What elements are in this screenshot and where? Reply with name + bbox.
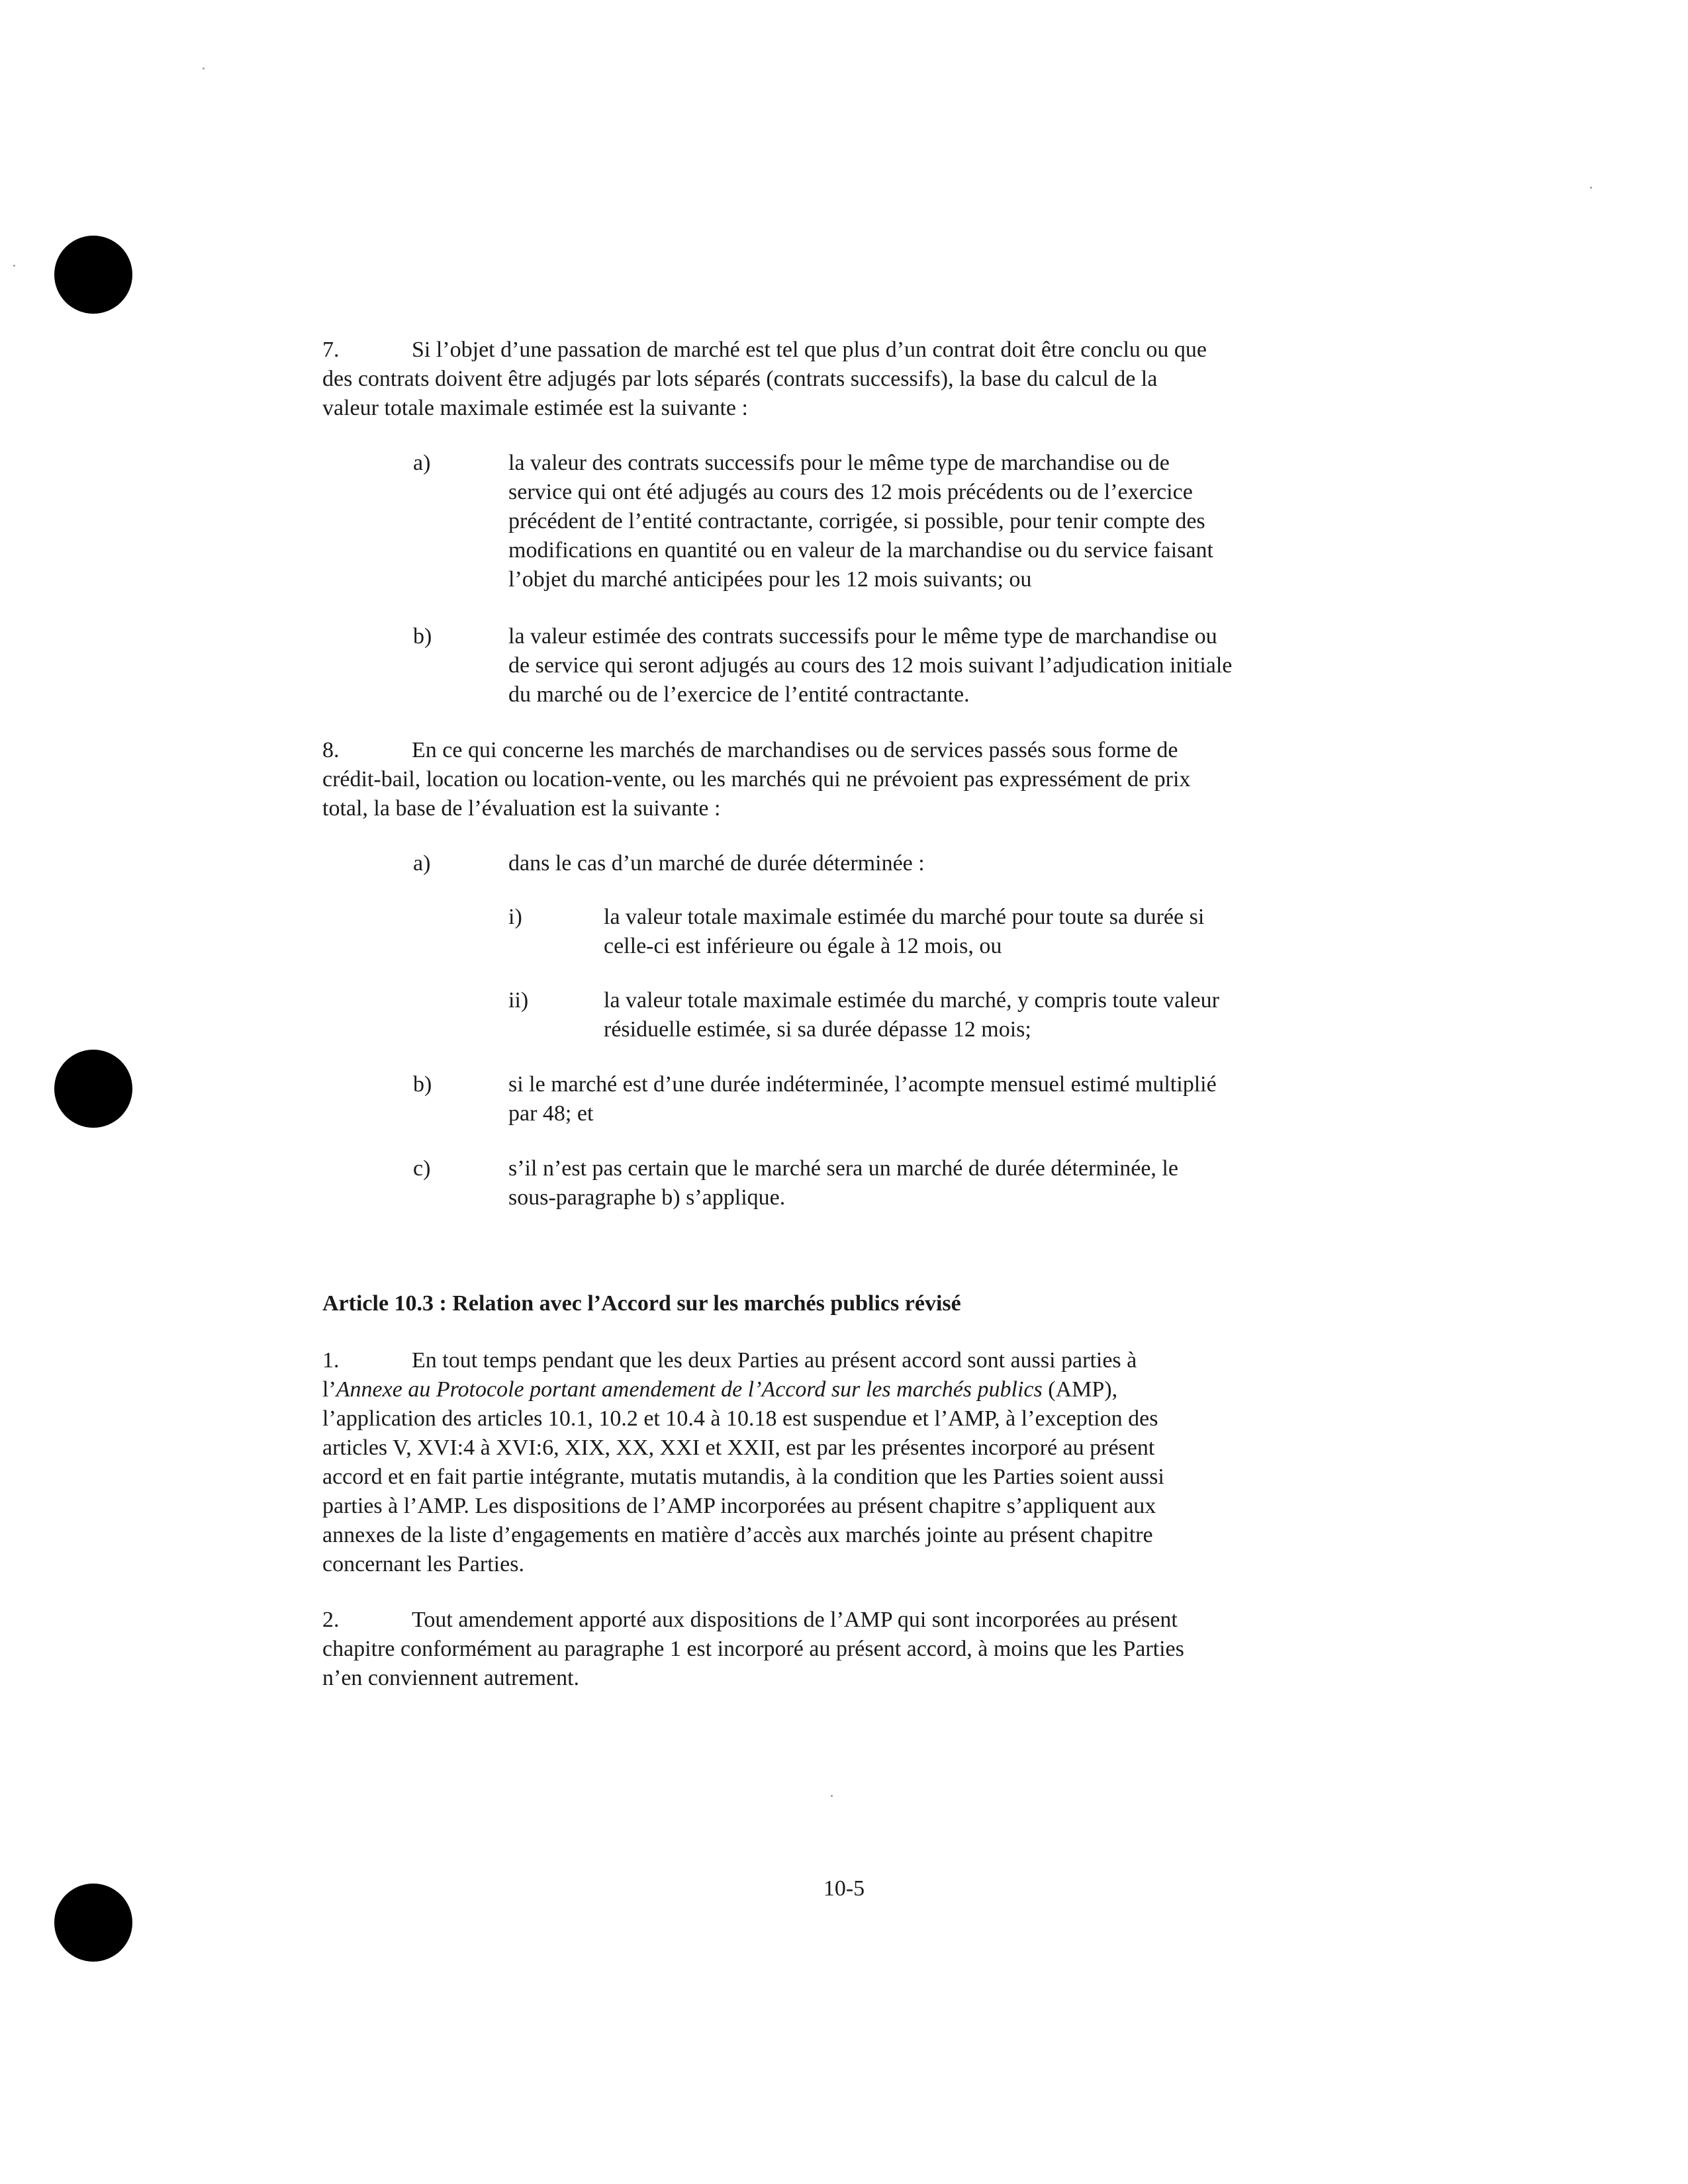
punch-hole-middle [54,1050,132,1128]
paragraph-number: 7. [322,338,340,362]
punch-hole-top [54,236,132,314]
text-line-with-citation [322,1375,1164,1404]
text-line: n’en conviennent autrement. [322,1666,580,1690]
scan-speck [13,265,15,267]
text-line: la valeur totale maximale estimée du marché, y compris toute valeur [604,988,1219,1013]
scan-speck [831,1795,833,1797]
text-line: résiduelle estimée, si sa durée dépasse 12 mois; [604,1017,1031,1042]
item-label: b) [413,1072,432,1097]
text-line: Tout amendement apporté aux dispositions de l’AMP qui sont incorporées au présent [412,1608,1178,1632]
item-7a [508,449,1213,594]
item-label: c) [413,1156,431,1181]
text-line: celle-ci est inférieure ou égale à 12 mois, ou [604,934,1002,958]
text-line: l’application des articles 10.1, 10.2 et 10.4 à 10.18 est suspendue et l’AMP, à l’exception des [322,1406,1158,1431]
text-line: annexes de la liste d’engagements en matière d’accès aux marchés jointe au présent chapitre [322,1523,1153,1547]
item-8a [508,849,925,878]
citation-prefix: l’ [322,1377,336,1402]
scan-speck [203,68,205,69]
item-label: a) [413,451,431,475]
text-line: articles V, XVI:4 à XVI:6, XIX, XX, XXI et XXII, est par les présentes incorporé au présent [322,1435,1155,1460]
item-7b [508,622,1232,709]
text-line: valeur totale maximale estimée est la suivante : [322,396,748,420]
text-line: de service qui seront adjugés au cours des 12 mois suivant l’adjudication initiale [508,653,1233,678]
paragraph-7 [322,336,1207,423]
text-line: En tout temps pendant que les deux Parties au présent accord sont aussi parties à [412,1348,1137,1373]
text-line: concernant les Parties. [322,1552,524,1576]
text-line: l’objet du marché anticipées pour les 12 mois suivants; ou [508,567,1032,592]
paragraph-8 [322,736,1190,823]
article-heading: Article 10.3 : Relation avec l’Accord sur les marchés publics révisé [322,1291,961,1316]
text-line: s’il n’est pas certain que le marché sera un marché de durée déterminée, le [508,1156,1178,1181]
text-line: sous-paragraphe b) s’applique. [508,1185,786,1210]
article-paragraph-1 [322,1346,1164,1579]
item-label: b) [413,624,432,649]
citation-suffix: (AMP), [1042,1377,1118,1402]
text-line: total, la base de l’évaluation est la suivante : [322,796,721,821]
text-line: En ce qui concerne les marchés de marchandises ou de services passés sous forme de [412,738,1178,762]
text-line: la valeur estimée des contrats successifs pour le même type de marchandise ou [508,624,1217,649]
item-8c [508,1154,1178,1212]
text-line: Si l’objet d’une passation de marché est tel que plus d’un contrat doit être conclu ou que [412,338,1207,362]
subitem-label: i) [508,905,522,929]
text-line: crédit-bail, location ou location-vente, ou les marchés qui ne prévoient pas expressément de prix [322,767,1191,792]
citation-italic: Annexe au Protocole portant amendement de l’Accord sur les marchés publics [336,1377,1043,1402]
paragraph-number: 1. [322,1348,340,1373]
paragraph-number: 2. [322,1608,340,1632]
scan-speck [1590,187,1592,189]
text-line: dans le cas d’un marché de durée déterminée : [508,851,925,876]
article-paragraph-2 [322,1606,1184,1693]
paragraph-number: 8. [322,738,340,762]
text-line: modifications en quantité ou en valeur de la marchandise ou du service faisant [508,538,1213,563]
text-line: service qui ont été adjugés au cours des 12 mois précédents ou de l’exercice [508,480,1193,504]
text-line: parties à l’AMP. Les dispositions de l’AMP incorporées au présent chapitre s’appliquent aux [322,1494,1156,1518]
text-line: la valeur des contrats successifs pour le même type de marchandise ou de [508,451,1170,475]
text-line: du marché ou de l’exercice de l’entité contractante. [508,682,970,707]
subitem-label: ii) [508,988,529,1013]
subitem-8a-ii [604,986,1219,1044]
item-label: a) [413,851,431,876]
subitem-8a-i [604,903,1204,961]
text-line: si le marché est d’une durée indéterminée, l’acompte mensuel estimé multiplié [508,1072,1217,1097]
page-number: 10-5 [823,1876,865,1901]
text-line: accord et en fait partie intégrante, mutatis mutandis, à la condition que les Parties soient aussi [322,1465,1164,1489]
text-line: des contrats doivent être adjugés par lots séparés (contrats successifs), la base du calcul de la [322,367,1158,391]
punch-hole-bottom [54,1884,132,1962]
text-line: chapitre conformément au paragraphe 1 est incorporé au présent accord, à moins que les Parties [322,1637,1184,1661]
text-line: précédent de l’entité contractante, corrigée, si possible, pour tenir compte des [508,509,1205,533]
text-line: la valeur totale maximale estimée du marché pour toute sa durée si [604,905,1205,929]
item-8b [508,1070,1217,1128]
text-line: par 48; et [508,1101,594,1126]
